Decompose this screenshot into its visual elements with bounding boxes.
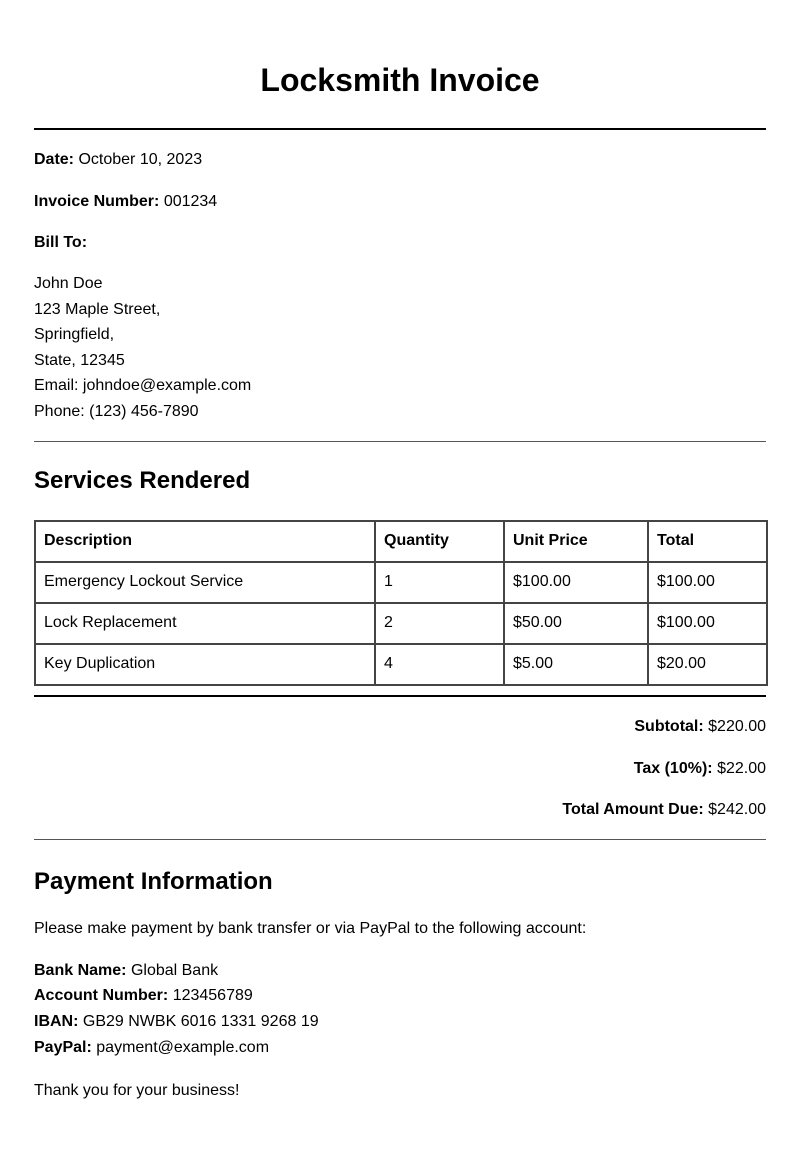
bill-to-heading [34,233,766,253]
subtotal-label: Subtotal: [634,717,704,735]
row-unit-price: $100.00 [504,562,648,603]
bank-name-value: Global Bank [130,961,219,979]
invoice-number [34,192,766,212]
services-table [34,520,768,686]
paypal-value: payment@example.com [96,1038,270,1056]
subtotal-line [34,717,766,737]
table-divider [34,695,766,697]
bill-to-address [34,271,766,425]
row-total: $100.00 [648,562,767,603]
iban-value: GB29 NWBK 6016 1331 9268 19 [82,1013,319,1031]
payment-intro: Please make payment by bank transfer or via PayPal to the following account: [34,919,587,937]
table-row [35,644,767,685]
total-due-label: Total Amount Due: [562,800,704,818]
row-total: $100.00 [648,603,767,644]
totals-divider [34,839,766,840]
table-row [35,562,767,603]
bank-name-label: Bank Name: [34,961,127,979]
account-number-label: Account Number: [34,987,169,1005]
row-quantity: 2 [375,603,504,644]
tax-line [34,759,766,779]
customer-email: Email: johndoe@example.com [34,377,252,395]
column-header-description: Description [35,521,375,562]
row-total: $20.00 [648,644,767,685]
date-label: Date: [34,151,75,168]
subtotal-value: $220.00 [708,717,766,735]
invoice-page [34,0,766,1101]
column-header-quantity: Quantity [375,521,504,562]
column-header-total: Total [648,521,767,562]
customer-state: State, 12345 [34,351,125,369]
tax-label: Tax (10%): [633,759,713,777]
row-description: Key Duplication [35,644,375,685]
row-quantity: 4 [375,644,504,685]
customer-phone: Phone: (123) 456-7890 [34,402,199,420]
iban-label: IBAN: [34,1013,79,1031]
payment-heading: Payment Information [34,867,273,895]
bill-to-label: Bill To: [34,234,88,251]
payment-details [34,958,766,1061]
column-header-unit-price: Unit Price [504,521,648,562]
row-description: Emergency Lockout Service [35,562,375,603]
table-header-row [35,521,767,562]
bill-to-divider [34,441,766,442]
row-unit-price: $5.00 [504,644,648,685]
paypal-line [34,1035,766,1061]
paypal-label: PayPal: [34,1038,92,1056]
account-number-value: 123456789 [172,987,253,1005]
bank-name-line [34,958,766,984]
services-heading: Services Rendered [34,466,251,494]
tax-value: $22.00 [717,759,766,777]
header-divider [34,128,766,130]
row-description: Lock Replacement [35,603,375,644]
customer-city: Springfield, [34,326,115,344]
invoice-number-label: Invoice Number: [34,193,160,210]
thank-you-note: Thank you for your business! [34,1081,240,1099]
account-number-line [34,983,766,1009]
customer-street: 123 Maple Street, [34,300,161,318]
invoice-date [34,150,766,170]
total-due-value: $242.00 [708,800,766,818]
customer-name: John Doe [34,275,103,292]
row-unit-price: $50.00 [504,603,648,644]
date-value: October 10, 2023 [78,151,203,168]
total-due-line [34,800,766,820]
iban-line [34,1009,766,1035]
table-row [35,603,767,644]
page-title: Locksmith Invoice [260,62,540,98]
invoice-number-value: 001234 [163,193,218,210]
row-quantity: 1 [375,562,504,603]
